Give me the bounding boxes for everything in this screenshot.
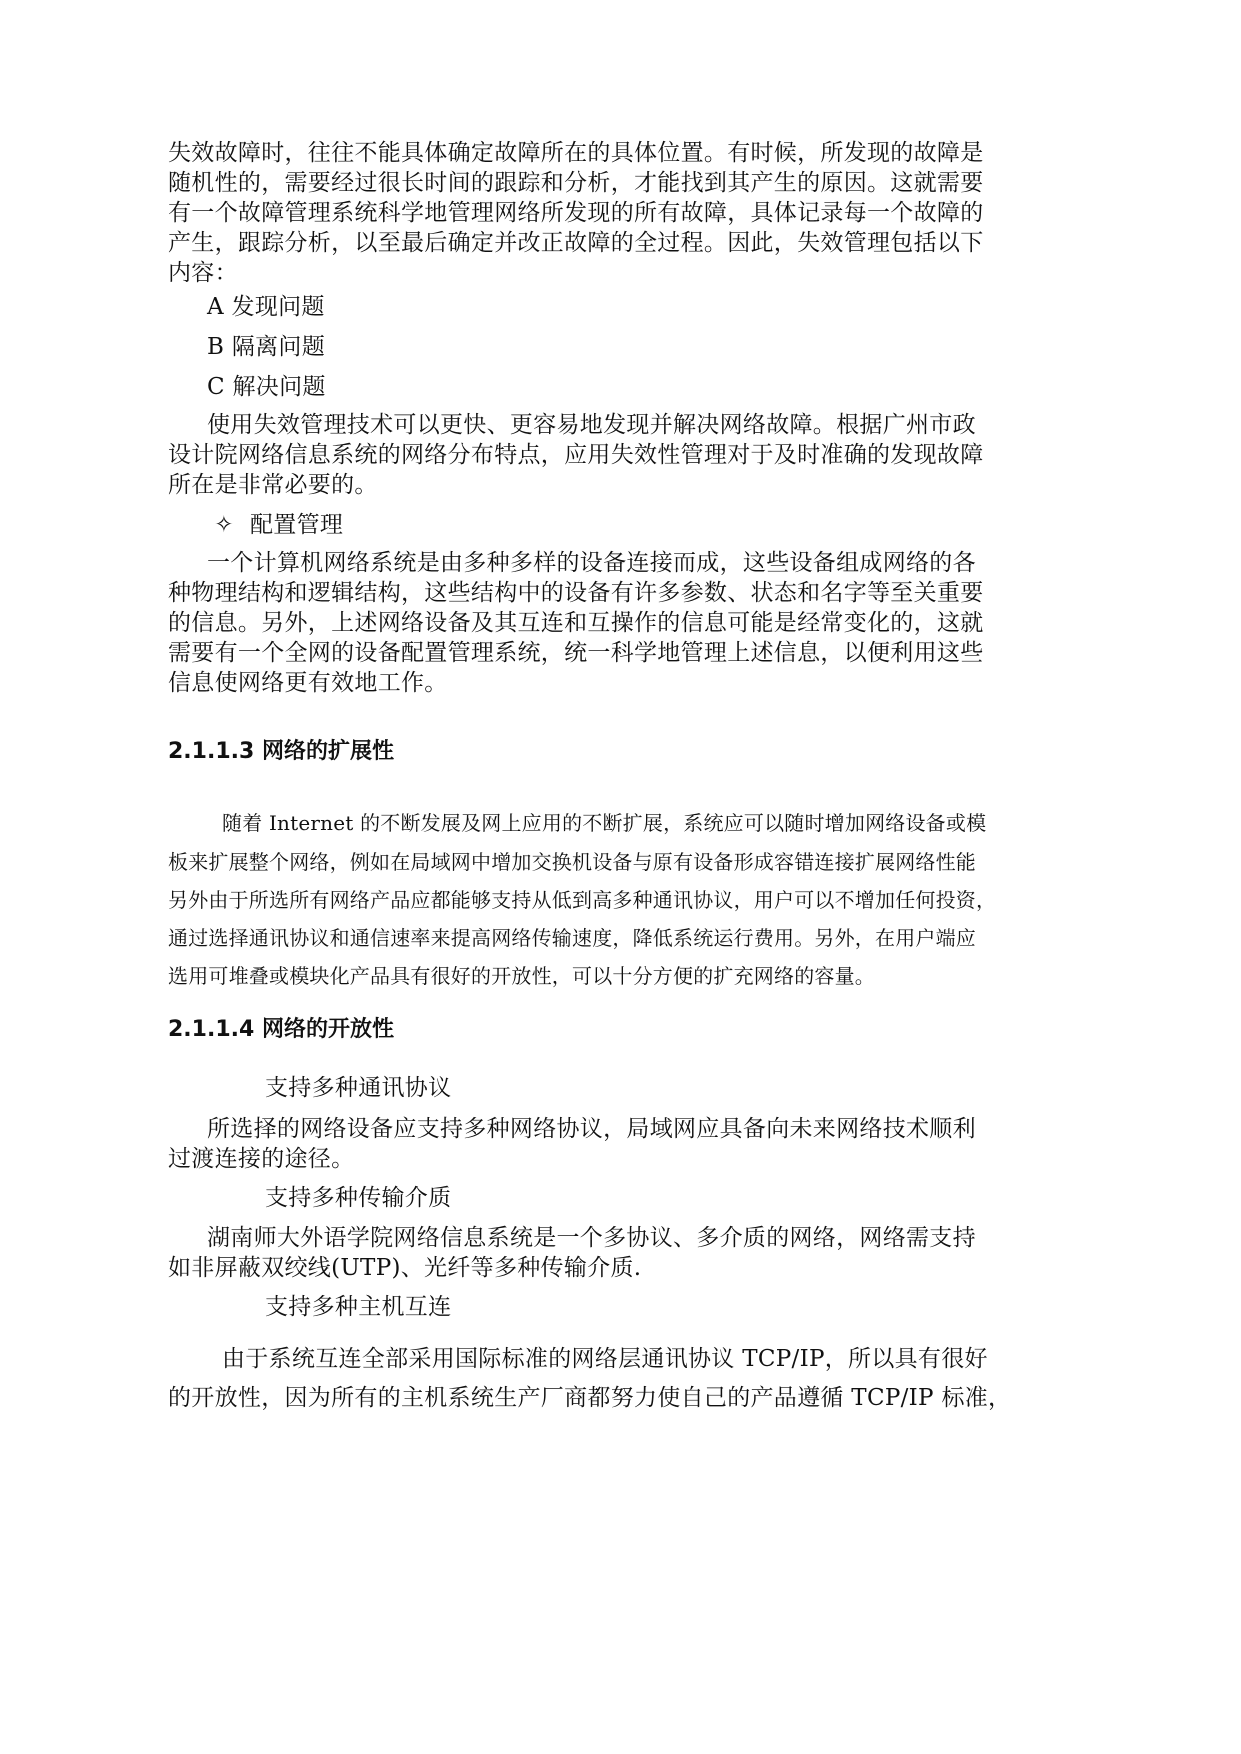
para5-line-1: 所选择的网络设备应支持多种网络协议，局域网应具备向未来网络技术顺利 bbox=[207, 1116, 976, 1142]
para1-line-4: 产生，跟踪分析，以至最后确定并改正故障的全过程。因此，失效管理包括以下 bbox=[168, 230, 984, 256]
bullet-config-management bbox=[212, 510, 343, 540]
para1-line-5: 内容： bbox=[168, 260, 238, 286]
para1-line-2: 随机性的，需要经过很长时间的跟踪和分析，才能找到其产生的原因。这就需要 bbox=[168, 170, 984, 196]
list-item-a: A 发现问题 bbox=[207, 294, 325, 320]
para4-line-1: 随着 Internet 的不断发展及网上应用的不断扩展，系统应可以随时增加网络设备或模 bbox=[222, 811, 987, 835]
para6-line-1: 湖南师大外语学院网络信息系统是一个多协议、多介质的网络，网络需支持 bbox=[207, 1225, 976, 1251]
para2-line-1: 使用失效管理技术可以更快、更容易地发现并解决网络故障。根据广州市政 bbox=[207, 412, 976, 438]
section-heading-openness: 2.1.1.4 网络的开放性 bbox=[168, 1017, 394, 1042]
para1-line-1: 失效故障时，往往不能具体确定故障所在的具体位置。有时候，所发现的故障是 bbox=[168, 140, 984, 166]
list-item-b: B 隔离问题 bbox=[207, 334, 326, 360]
section-heading-scalability: 2.1.1.3 网络的扩展性 bbox=[168, 739, 394, 764]
para3-line-5: 信息使网络更有效地工作。 bbox=[168, 670, 448, 696]
four-point-star-icon: ✧ bbox=[214, 512, 234, 538]
para2-line-2: 设计院网络信息系统的网络分布特点，应用失效性管理对于及时准确的发现故障 bbox=[168, 442, 984, 468]
para3-line-1: 一个计算机网络系统是由多种多样的设备连接而成，这些设备组成网络的各 bbox=[207, 550, 976, 576]
para7-line-2: 的开放性，因为所有的主机系统生产厂商都努力使自己的产品遵循 TCP/IP 标准， bbox=[168, 1385, 1012, 1411]
para4-line-3: 另外由于所选所有网络产品应都能够支持从低到高多种通讯协议，用户可以不增加任何投资， bbox=[168, 888, 997, 912]
para4-line-2: 板来扩展整个网络，例如在局域网中增加交换机设备与原有设备形成容错连接扩展网络性能 bbox=[168, 850, 976, 874]
bullet-label: 配置管理 bbox=[250, 512, 344, 538]
para3-line-2: 种物理结构和逻辑结构，这些结构中的设备有许多参数、状态和名字等至关重要 bbox=[168, 580, 984, 606]
para2-line-3: 所在是非常必要的。 bbox=[168, 472, 378, 498]
list-item-c: C 解决问题 bbox=[207, 374, 326, 400]
para4-line-5: 选用可堆叠或模块化产品具有很好的开放性，可以十分方便的扩充网络的容量。 bbox=[168, 964, 875, 988]
para3-line-3: 的信息。另外，上述网络设备及其互连和互操作的信息可能是经常变化的，这就 bbox=[168, 610, 984, 636]
para4-line-4: 通过选择通讯协议和通信速率来提高网络传输速度，降低系统运行费用。另外，在用户端应 bbox=[168, 926, 976, 950]
para3-line-4: 需要有一个全网的设备配置管理系统，统一科学地管理上述信息，以便利用这些 bbox=[168, 640, 984, 666]
subheading-host-interconnect: 支持多种主机互连 bbox=[265, 1294, 452, 1320]
para6-line-2: 如非屏蔽双绞线(UTP)、光纤等多种传输介质. bbox=[168, 1255, 642, 1281]
subheading-media: 支持多种传输介质 bbox=[265, 1185, 452, 1211]
subheading-protocols: 支持多种通讯协议 bbox=[265, 1075, 452, 1101]
para1-line-3: 有一个故障管理系统科学地管理网络所发现的所有故障，具体记录每一个故障的 bbox=[168, 200, 984, 226]
para5-line-2: 过渡连接的途径。 bbox=[168, 1146, 355, 1172]
para7-line-1: 由于系统互连全部采用国际标准的网络层通讯协议 TCP/IP，所以具有很好 bbox=[222, 1346, 988, 1372]
